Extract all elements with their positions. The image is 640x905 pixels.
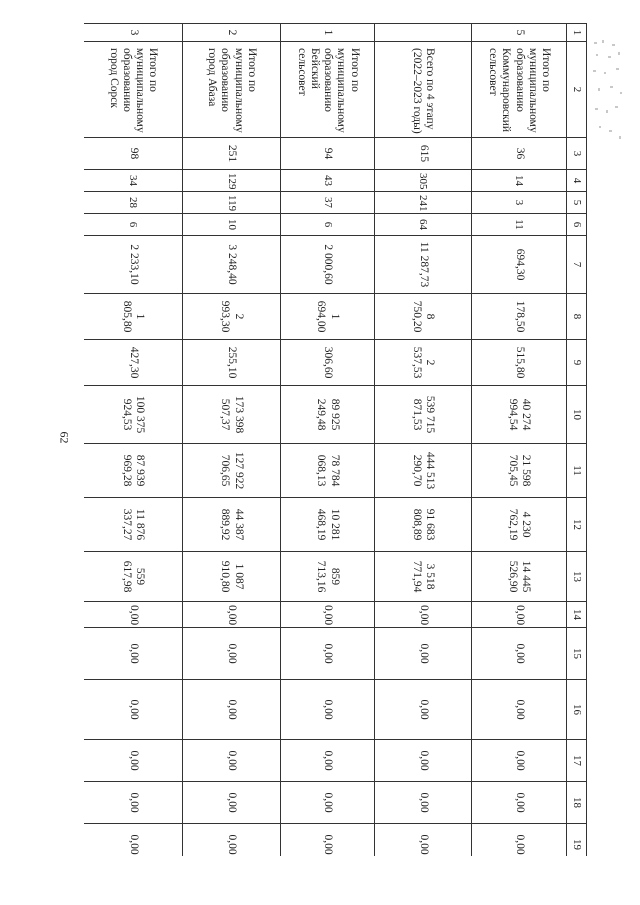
- value-cell: 11: [472, 214, 567, 236]
- value-cell: 615: [375, 138, 472, 170]
- table-row: [84, 24, 183, 857]
- value-cell: 78 784 068,13: [281, 444, 375, 498]
- value-cell: 0,00: [183, 628, 281, 680]
- header-cell: 5: [567, 192, 587, 214]
- row-label: Итого по муниципальному образованию Коммунаровский сельсовет: [472, 42, 567, 138]
- value-cell: 6: [84, 214, 183, 236]
- page-number: 62: [57, 431, 72, 444]
- value-cell: 444 513 290,70: [375, 444, 472, 498]
- value-cell: 515,80: [472, 340, 567, 386]
- value-cell: 241: [375, 192, 472, 214]
- value-cell: 3 248,40: [183, 236, 281, 294]
- value-cell: 4 230 762,19: [472, 498, 567, 552]
- table-row: [375, 24, 472, 857]
- value-cell: 0,00: [84, 628, 183, 680]
- row-number: 3: [84, 24, 183, 42]
- value-cell: 0,00: [84, 740, 183, 782]
- value-cell: 44 387 889,92: [183, 498, 281, 552]
- value-cell: 119: [183, 192, 281, 214]
- value-cell: 8 750,20: [375, 294, 472, 340]
- value-cell: 127 922 706,65: [183, 444, 281, 498]
- value-cell: 0,00: [281, 824, 375, 857]
- value-cell: 1 087 910,80: [183, 552, 281, 602]
- row-label: Итого по муниципальному образованию город Сорск: [84, 42, 183, 138]
- header-cell: 1: [567, 24, 587, 42]
- value-cell: 6: [281, 214, 375, 236]
- value-cell: 129: [183, 170, 281, 192]
- header-cell: 13: [567, 552, 587, 602]
- value-cell: 89 925 249,48: [281, 386, 375, 444]
- value-cell: 306,60: [281, 340, 375, 386]
- value-cell: 28: [84, 192, 183, 214]
- header-cell: 6: [567, 214, 587, 236]
- value-cell: 14 445 526,90: [472, 552, 567, 602]
- rotated-table: [84, 23, 587, 856]
- value-cell: 3: [472, 192, 567, 214]
- value-cell: 0,00: [183, 782, 281, 824]
- row-label: Всего по 4 этапу (2022–2023 годы): [375, 42, 472, 138]
- value-cell: 91 683 808,89: [375, 498, 472, 552]
- value-cell: 1 805,80: [84, 294, 183, 340]
- header-cell: 8: [567, 294, 587, 340]
- value-cell: 0,00: [183, 824, 281, 857]
- value-cell: 0,00: [281, 628, 375, 680]
- value-cell: 0,00: [472, 628, 567, 680]
- table-row: [472, 24, 567, 857]
- header-cell: 18: [567, 782, 587, 824]
- value-cell: 2 993,30: [183, 294, 281, 340]
- header-cell: 16: [567, 680, 587, 740]
- header-cell: 17: [567, 740, 587, 782]
- value-cell: 0,00: [472, 602, 567, 628]
- header-cell: 7: [567, 236, 587, 294]
- value-cell: 0,00: [375, 824, 472, 857]
- value-cell: 0,00: [84, 680, 183, 740]
- header-cell: 19: [567, 824, 587, 857]
- value-cell: 43: [281, 170, 375, 192]
- table-row: [183, 24, 281, 857]
- row-label: Итого по муниципальному образованию город Абаза: [183, 42, 281, 138]
- header-cell: 3: [567, 138, 587, 170]
- table-container: [84, 23, 587, 856]
- row-number: [375, 24, 472, 42]
- value-cell: 0,00: [183, 740, 281, 782]
- value-cell: 11 876 337,27: [84, 498, 183, 552]
- header-cell: 10: [567, 386, 587, 444]
- value-cell: 0,00: [375, 628, 472, 680]
- value-cell: 37: [281, 192, 375, 214]
- value-cell: 94: [281, 138, 375, 170]
- header-cell: 9: [567, 340, 587, 386]
- header-row: [567, 24, 587, 857]
- value-cell: 859 713,16: [281, 552, 375, 602]
- value-cell: 10: [183, 214, 281, 236]
- value-cell: 427,30: [84, 340, 183, 386]
- value-cell: 0,00: [281, 680, 375, 740]
- value-cell: 0,00: [472, 782, 567, 824]
- value-cell: 87 939 969,28: [84, 444, 183, 498]
- value-cell: 36: [472, 138, 567, 170]
- value-cell: 40 274 994,54: [472, 386, 567, 444]
- table-row: [281, 24, 375, 857]
- scan-artifact: [590, 36, 626, 148]
- value-cell: 0,00: [375, 782, 472, 824]
- value-cell: 11 287,73: [375, 236, 472, 294]
- value-cell: 0,00: [472, 824, 567, 857]
- value-cell: 559 617,98: [84, 552, 183, 602]
- row-number: 2: [183, 24, 281, 42]
- value-cell: 2 537,53: [375, 340, 472, 386]
- value-cell: 3 518 771,94: [375, 552, 472, 602]
- value-cell: 21 598 705,45: [472, 444, 567, 498]
- value-cell: 0,00: [375, 602, 472, 628]
- header-cell: 4: [567, 170, 587, 192]
- row-number: 1: [281, 24, 375, 42]
- value-cell: 0,00: [84, 824, 183, 857]
- value-cell: 98: [84, 138, 183, 170]
- value-cell: 173 398 507,37: [183, 386, 281, 444]
- value-cell: 255,10: [183, 340, 281, 386]
- value-cell: 694,30: [472, 236, 567, 294]
- header-cell: 2: [567, 42, 587, 138]
- value-cell: 0,00: [84, 602, 183, 628]
- value-cell: 1 694,00: [281, 294, 375, 340]
- value-cell: 0,00: [183, 680, 281, 740]
- value-cell: 178,50: [472, 294, 567, 340]
- value-cell: 0,00: [183, 602, 281, 628]
- value-cell: 14: [472, 170, 567, 192]
- row-number: 5: [472, 24, 567, 42]
- value-cell: 64: [375, 214, 472, 236]
- value-cell: 305: [375, 170, 472, 192]
- value-cell: 0,00: [281, 740, 375, 782]
- value-cell: 539 715 871,53: [375, 386, 472, 444]
- value-cell: 0,00: [472, 740, 567, 782]
- data-table: [84, 23, 587, 856]
- value-cell: 2 000,60: [281, 236, 375, 294]
- value-cell: 0,00: [281, 602, 375, 628]
- value-cell: 251: [183, 138, 281, 170]
- value-cell: 100 375 924,53: [84, 386, 183, 444]
- value-cell: 0,00: [472, 680, 567, 740]
- value-cell: 0,00: [84, 782, 183, 824]
- value-cell: 10 281 468,19: [281, 498, 375, 552]
- value-cell: 2 233,10: [84, 236, 183, 294]
- header-cell: 14: [567, 602, 587, 628]
- header-cell: 11: [567, 444, 587, 498]
- value-cell: 0,00: [375, 680, 472, 740]
- header-cell: 15: [567, 628, 587, 680]
- value-cell: 0,00: [281, 782, 375, 824]
- value-cell: 34: [84, 170, 183, 192]
- header-cell: 12: [567, 498, 587, 552]
- value-cell: 0,00: [375, 740, 472, 782]
- row-label: Итого по муниципальному образованию Бейский сельсовет: [281, 42, 375, 138]
